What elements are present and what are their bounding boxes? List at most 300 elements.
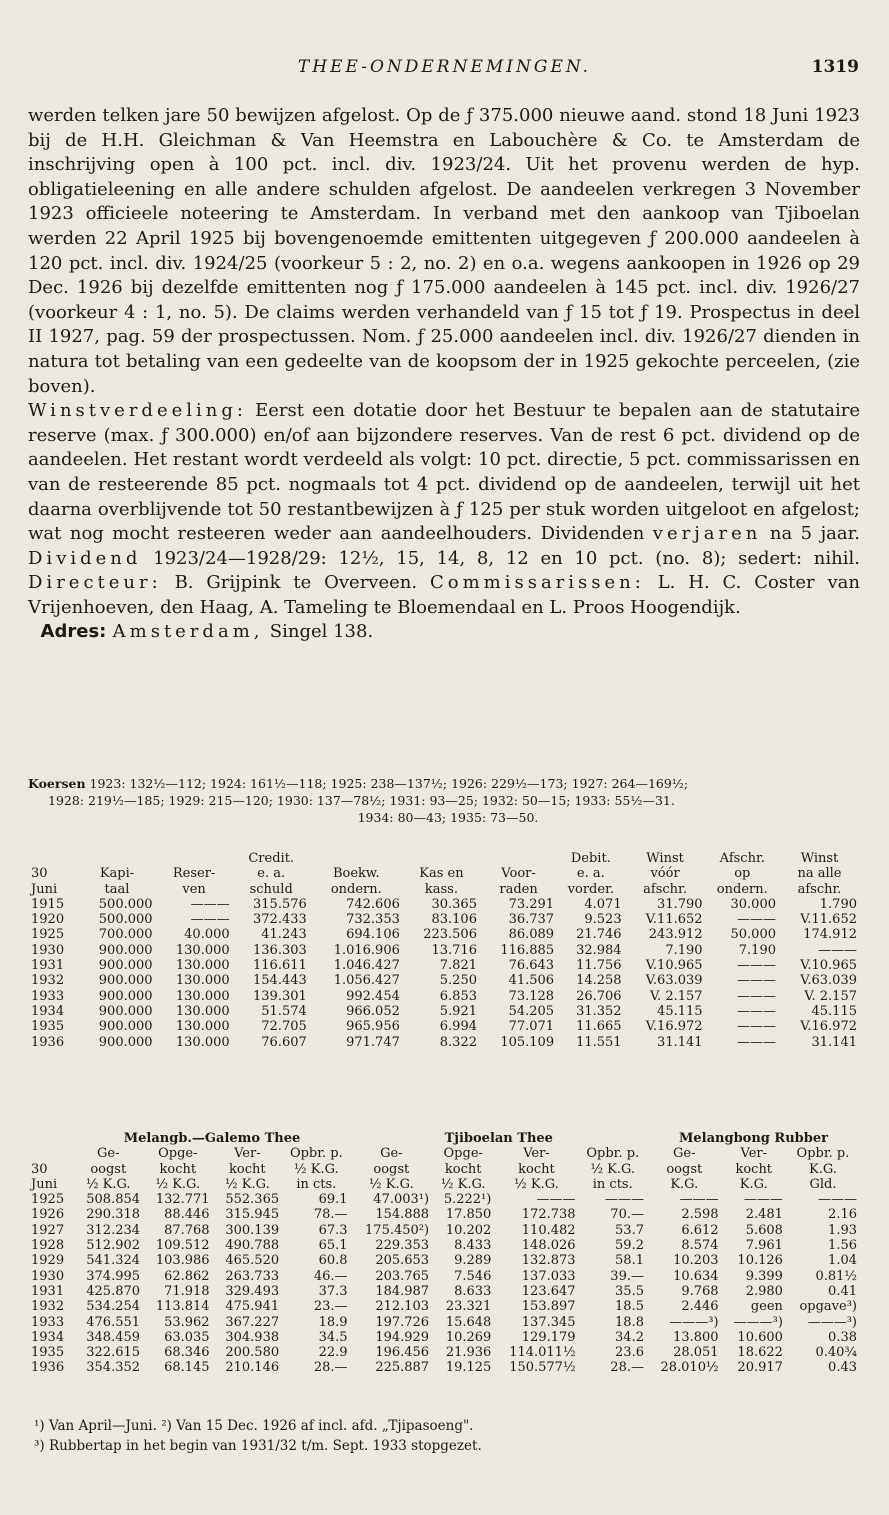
table-one-value-cell: ——— xyxy=(737,912,776,928)
table-two-value-cell: 88.446 xyxy=(164,1207,210,1223)
table-two-header-cell: ½ K.G. xyxy=(225,1176,270,1192)
table-one-value-cell: ——— xyxy=(737,1003,776,1019)
table-two-value-cell: 123.647 xyxy=(521,1283,576,1299)
table-one-value-cell: 31.790 xyxy=(657,896,703,912)
table-two-value-cell: 20.917 xyxy=(737,1360,783,1376)
table-two-value-cell: 53.962 xyxy=(164,1314,210,1330)
table-one-row xyxy=(28,927,860,942)
table-one-value-cell: 77.071 xyxy=(508,1019,555,1035)
table-one-value-cell: 83.106 xyxy=(431,912,477,928)
table-one-value-cell: 900.000 xyxy=(98,942,153,958)
table-two-header-cell: ½ K.G. xyxy=(369,1176,414,1192)
balance-table-header xyxy=(28,851,860,897)
table-one-header-cell: Boekw. xyxy=(332,866,380,882)
table-two-value-cell: 2.481 xyxy=(745,1207,783,1223)
group-tjiboelan: Tjiboelan Thee xyxy=(444,1131,553,1146)
table-two-header-cell: Ge- xyxy=(97,1146,120,1162)
table-two-header-cell: Gld. xyxy=(809,1176,837,1192)
table-one-header-cell: Kas en xyxy=(419,866,464,882)
table-two-value-cell: 7.961 xyxy=(745,1238,783,1254)
table-two-value-cell: 63.035 xyxy=(164,1329,210,1345)
table-one-value-cell: 31.141 xyxy=(657,1034,703,1050)
table-one-header-cell: Juni xyxy=(31,881,58,897)
table-two-header-cell: Opbr. p. xyxy=(289,1146,343,1162)
table-two-value-cell: 148.026 xyxy=(521,1238,576,1254)
table-two-header-cell: kocht xyxy=(444,1161,482,1177)
production-group-row xyxy=(28,1131,860,1146)
table-two-value-cell: 329.493 xyxy=(225,1283,280,1299)
table-two-value-cell: 58.1 xyxy=(615,1253,644,1269)
table-one-value-cell: 31.141 xyxy=(811,1034,857,1050)
table-one-value-cell: 11.551 xyxy=(576,1034,622,1050)
table-one-value-cell: ——— xyxy=(737,1034,776,1050)
table-two-row xyxy=(28,1269,860,1284)
table-one-header-cell: schuld xyxy=(249,881,293,897)
table-one-value-cell: V.63.039 xyxy=(645,973,703,989)
table-one-value-cell: 26.706 xyxy=(576,988,622,1004)
table-one-year-cell: 1915 xyxy=(31,896,65,912)
table-two-value-cell: 114.011½ xyxy=(509,1345,576,1361)
table-one-value-cell: 1.056.427 xyxy=(333,973,400,989)
table-two-header-cell: Opge- xyxy=(158,1146,198,1162)
table-two-value-cell: 10.202 xyxy=(445,1222,492,1238)
table-one-value-cell: 36.737 xyxy=(508,912,555,928)
table-two-row xyxy=(28,1207,860,1222)
table-two-value-cell: 212.103 xyxy=(375,1299,430,1315)
table-two-value-cell: 18.8 xyxy=(615,1314,644,1330)
table-two-header-cell: Ge- xyxy=(673,1146,696,1162)
table-two-value-cell: 59.2 xyxy=(615,1238,644,1254)
table-two-value-cell: 8.633 xyxy=(454,1283,492,1299)
table-two-value-cell: 53.7 xyxy=(615,1222,644,1238)
table-two-value-cell: 197.726 xyxy=(375,1314,430,1330)
table-two-value-cell: 1.56 xyxy=(828,1238,857,1254)
table-two-value-cell: 70.— xyxy=(610,1207,644,1223)
table-one-row xyxy=(28,1035,860,1050)
table-two-year-cell: 1934 xyxy=(31,1329,65,1345)
table-two-value-cell: 465.520 xyxy=(225,1253,280,1269)
table-one-row xyxy=(28,989,860,1004)
table-two-header-cell: ½ K.G. xyxy=(155,1176,201,1192)
table-one-value-cell: ——— xyxy=(737,958,776,974)
table-one-value-cell: 900.000 xyxy=(98,1019,153,1035)
table-two-value-cell: 10.634 xyxy=(673,1268,719,1284)
table-one-row xyxy=(28,943,860,958)
table-one-value-cell: V.16.972 xyxy=(800,1019,857,1035)
table-one-value-cell: V.11.652 xyxy=(800,912,857,928)
table-two-value-cell: 23.— xyxy=(313,1299,348,1315)
table-two-value-cell: 312.234 xyxy=(86,1222,141,1238)
winstverdeeling-label: Winstverdeeling: xyxy=(28,400,247,422)
table-two-header-row xyxy=(28,1162,860,1177)
table-one-header-cell: Kapi- xyxy=(99,866,135,882)
balance-table xyxy=(28,851,860,1050)
table-one-header-cell: raden xyxy=(499,881,538,897)
table-two-value-cell: 552.365 xyxy=(225,1192,280,1208)
table-one-value-cell: 130.000 xyxy=(175,988,230,1004)
table-one-value-cell: 86.089 xyxy=(508,927,555,943)
table-two-header-cell: Opbr. p. xyxy=(796,1146,850,1162)
table-two-header-row xyxy=(28,1146,860,1161)
table-two-header-cell: Juni xyxy=(31,1176,58,1192)
table-one-header-cell: Voor- xyxy=(501,866,536,882)
table-two-row xyxy=(28,1253,860,1268)
table-one-value-cell: ——— xyxy=(737,988,776,1004)
table-two-value-cell: 18.622 xyxy=(737,1345,783,1361)
table-two-value-cell: 490.788 xyxy=(225,1238,280,1254)
table-one-value-cell: 31.352 xyxy=(576,1003,622,1019)
table-two-value-cell: 47.003¹) xyxy=(373,1192,430,1208)
table-one-value-cell: 136.303 xyxy=(253,942,307,958)
table-one-value-cell: 130.000 xyxy=(175,1019,230,1035)
table-one-value-cell: 76.643 xyxy=(508,958,555,974)
table-two-value-cell: 22.9 xyxy=(318,1345,348,1361)
table-two-row xyxy=(28,1299,860,1314)
table-one-value-cell: 14.258 xyxy=(576,973,622,989)
running-title: THEE-ONDERNEMINGEN. xyxy=(297,57,592,77)
table-two-value-cell: 0.40¾ xyxy=(815,1345,857,1361)
table-one-header-cell: Reser- xyxy=(172,866,216,882)
table-two-value-cell: 0.41 xyxy=(828,1283,857,1299)
table-two-value-cell: 315.945 xyxy=(225,1207,280,1223)
table-two-year-cell: 1926 xyxy=(31,1207,65,1223)
table-one-header-cell: op xyxy=(734,866,751,882)
table-two-row xyxy=(28,1192,860,1207)
table-one-header-cell: kass. xyxy=(424,881,458,897)
table-two-value-cell: 68.145 xyxy=(164,1360,210,1376)
address-street: Singel 138. xyxy=(269,621,374,643)
table-one-value-cell: 1.790 xyxy=(819,896,857,912)
table-one-value-cell: 41.243 xyxy=(261,927,307,943)
table-one-row xyxy=(28,958,860,973)
table-two-value-cell: 6.612 xyxy=(681,1222,719,1238)
table-two-value-cell: 18.9 xyxy=(318,1314,348,1330)
table-one-value-cell: 965.956 xyxy=(346,1019,400,1035)
table-one-year-cell: 1935 xyxy=(31,1019,65,1035)
table-one-value-cell: 966.052 xyxy=(346,1003,400,1019)
table-one-value-cell: 30.365 xyxy=(431,896,477,912)
table-one-row xyxy=(28,912,860,927)
table-two-value-cell: 2.16 xyxy=(828,1207,857,1223)
table-two-value-cell: 374.995 xyxy=(86,1268,141,1284)
footnotes xyxy=(34,1416,864,1456)
table-two-year-cell: 1933 xyxy=(31,1314,65,1330)
table-two-value-cell: 10.600 xyxy=(737,1329,783,1345)
table-two-value-cell: 28.051 xyxy=(673,1345,719,1361)
table-two-header-cell: kocht xyxy=(735,1161,773,1177)
table-two-value-cell: ———³) xyxy=(807,1314,857,1330)
table-two-header-cell: ½ K.G. xyxy=(85,1176,131,1192)
table-two-value-cell: ——— xyxy=(536,1192,576,1208)
table-two-value-cell: 113.814 xyxy=(155,1299,210,1315)
table-two-value-cell: 475.941 xyxy=(225,1299,280,1315)
table-one-header-cell: afschr. xyxy=(797,881,842,897)
table-two-value-cell: 35.5 xyxy=(615,1283,644,1299)
table-two-value-cell: ———³) xyxy=(669,1314,719,1330)
table-two-value-cell: 34.2 xyxy=(615,1329,644,1345)
table-two-header-cell: oogst xyxy=(90,1161,127,1177)
table-two-value-cell: 0.38 xyxy=(828,1329,857,1345)
page-header xyxy=(0,55,889,81)
table-two-header-cell: K.G. xyxy=(739,1176,768,1192)
table-two-value-cell: 23.6 xyxy=(615,1345,644,1361)
table-one-row xyxy=(28,897,860,912)
table-two-value-cell: 46.— xyxy=(313,1268,348,1284)
table-two-value-cell: 103.986 xyxy=(155,1253,210,1269)
table-two-value-cell: 290.318 xyxy=(86,1207,141,1223)
table-two-header-cell: Opbr. p. xyxy=(586,1146,640,1162)
table-two-value-cell: 2.598 xyxy=(681,1207,719,1223)
koersen-values-1: 1923: 132½—112; 1924: 161½—118; 1925: 238—137½; 1926: 229½—173; 1927: 264—169½; xyxy=(89,776,689,791)
table-one-header-cell: ondern. xyxy=(716,881,768,897)
table-two-value-cell: 71.918 xyxy=(164,1283,210,1299)
table-two-header-cell: ½ K.G. xyxy=(294,1161,339,1177)
verjaren-text: na 5 jaar. xyxy=(769,523,860,545)
table-one-value-cell: ——— xyxy=(190,896,230,912)
table-two-value-cell: 87.768 xyxy=(164,1222,210,1238)
history-paragraph: werden telken jare 50 bewijzen afgelost. Op de ƒ 375.000 nieuwe aand. stond 18 Juni 1923 bij de H.H. Gleichman & Van Heemstra en Labouchère & Co. te Amsterdam de inschrijving open à 100 pct. incl. div. 1923/24. Uit het provenu werden de hyp. obligatieleening en alle andere schulden afgelost. De aandeelen verkregen 3 November 1923 officieele noteering te Amsterdam. In verband met den aankoop van Tjiboelan werden 22 April 1925 bij bovengenoemde emittenten uitgegeven ƒ 200.000 aandeelen à 120 pct. incl. div. 1924/25 (voorkeur 5 : 2, no. 2) en o.a. wegens aankoopen in 1926 op 29 Dec. 1926 bij dezelfde emittenten nog ƒ 175.000 aandeelen à 145 pct. incl. div. 1926/27 (voorkeur 4 : 1, no. 5). De claims werden verhandeld van ƒ 15 tot ƒ 19. Prospectus in deel II 1927, pag. 59 der prospectussen. Nom. ƒ 25.000 aandeelen incl. div. 1926/27 dienden in natura tot betaling van een gedeelte van de koopsom der in 1925 gekochte perceelen, (zie boven). xyxy=(28,105,860,397)
table-one-value-cell: V.10.965 xyxy=(800,958,857,974)
table-two-value-cell: opgave³) xyxy=(799,1299,857,1315)
table-two-header-cell: in cts. xyxy=(592,1176,633,1192)
table-one-value-cell: 73.291 xyxy=(508,896,555,912)
table-one-value-cell: 21.746 xyxy=(576,927,622,943)
table-two-value-cell: 15.648 xyxy=(445,1314,492,1330)
table-one-value-cell: 174.912 xyxy=(803,927,857,943)
table-one-year-cell: 1920 xyxy=(31,912,65,928)
table-two-year-cell: 1931 xyxy=(31,1283,65,1299)
table-two-value-cell: 476.551 xyxy=(86,1314,141,1330)
group-melangb-galemo: Melangb.—Galemo Thee xyxy=(123,1131,301,1146)
table-one-year-cell: 1931 xyxy=(31,958,65,974)
table-two-header-cell: K.G. xyxy=(670,1176,699,1192)
table-one-value-cell: 130.000 xyxy=(175,1034,230,1050)
table-one-value-cell: 41.506 xyxy=(508,973,555,989)
table-two-value-cell: 137.345 xyxy=(521,1314,576,1330)
table-one-header-cell: taal xyxy=(104,881,130,897)
table-two-value-cell: 1.04 xyxy=(828,1253,857,1269)
address-city: Amsterdam, xyxy=(112,621,264,643)
table-two-value-cell: ——— xyxy=(604,1192,644,1208)
table-two-year-cell: 1935 xyxy=(31,1345,65,1361)
table-two-value-cell: 5.222¹) xyxy=(443,1192,492,1208)
table-one-value-cell: V.16.972 xyxy=(645,1019,703,1035)
table-one-year-cell: 1933 xyxy=(31,988,65,1004)
table-two-value-cell: 172.738 xyxy=(521,1207,576,1223)
table-two-value-cell: 2.980 xyxy=(745,1283,783,1299)
address-label: Adres: xyxy=(40,621,107,643)
table-two-value-cell: 0.43 xyxy=(828,1360,857,1376)
table-one-value-cell: V.11.652 xyxy=(645,912,703,928)
table-one-value-cell: 700.000 xyxy=(98,927,153,943)
table-one-value-cell: 694.106 xyxy=(346,927,400,943)
table-one-header-cell: vorder. xyxy=(567,881,614,897)
table-two-header-cell: 30 xyxy=(31,1161,48,1177)
table-two-value-cell: 154.888 xyxy=(375,1207,430,1223)
table-two-value-cell: 512.902 xyxy=(86,1238,141,1254)
table-two-value-cell: 304.938 xyxy=(225,1329,280,1345)
table-two-value-cell: 137.033 xyxy=(521,1268,576,1284)
table-one-value-cell: 6.853 xyxy=(439,988,477,1004)
table-two-row xyxy=(28,1360,860,1375)
table-two-value-cell: 68.346 xyxy=(164,1345,210,1361)
verjaren-label: verjaren xyxy=(652,523,762,545)
table-two-value-cell: 34.5 xyxy=(318,1329,348,1345)
table-two-value-cell: 7.546 xyxy=(454,1268,492,1284)
table-one-value-cell: 243.912 xyxy=(648,927,703,943)
table-two-value-cell: 67.3 xyxy=(318,1222,348,1238)
table-one-value-cell: 971.747 xyxy=(346,1034,400,1050)
table-two-value-cell: 200.580 xyxy=(225,1345,280,1361)
table-one-header-cell: e. a. xyxy=(257,866,286,882)
table-two-value-cell: 300.139 xyxy=(225,1222,280,1238)
table-two-value-cell: 129.179 xyxy=(521,1329,576,1345)
table-one-value-cell: 45.115 xyxy=(657,1003,703,1019)
table-one-value-cell: 30.000 xyxy=(730,896,776,912)
table-two-value-cell: 109.512 xyxy=(155,1238,210,1254)
table-one-value-cell: 1.046.427 xyxy=(333,958,400,974)
table-one-header-row xyxy=(28,851,860,866)
table-two-year-cell: 1936 xyxy=(31,1360,65,1376)
koersen-line-2: 1928: 219½—185; 1929: 215—120; 1930: 137—78½; 1931: 93—25; 1932: 50—15; 1933: 55½—31. xyxy=(48,793,675,808)
table-two-row xyxy=(28,1284,860,1299)
table-two-value-cell: 1.93 xyxy=(828,1222,857,1238)
table-two-value-cell: 28.— xyxy=(313,1360,348,1376)
commissarissen-label: Commissarissen: xyxy=(429,572,645,594)
table-one-header-row xyxy=(28,882,860,897)
table-one-header-cell: vóór xyxy=(650,866,680,882)
table-one-header-cell: ven xyxy=(182,881,206,897)
dividend-label: Dividend xyxy=(28,547,142,569)
table-two-value-cell: 60.8 xyxy=(318,1253,348,1269)
table-two-year-cell: 1930 xyxy=(31,1268,65,1284)
address-line xyxy=(28,620,860,645)
table-one-value-cell: 742.606 xyxy=(346,896,400,912)
table-two-row xyxy=(28,1345,860,1360)
table-two-value-cell: ——— xyxy=(743,1192,783,1208)
table-two-value-cell: 175.450²) xyxy=(365,1222,430,1238)
table-one-header-cell: Winst xyxy=(800,851,839,866)
table-two-value-cell: 78.— xyxy=(313,1207,348,1223)
koersen-label: Koersen xyxy=(28,776,86,791)
table-two-header-cell: oogst xyxy=(666,1161,703,1177)
table-one-value-cell: V. 2.157 xyxy=(804,988,857,1004)
balance-table-body xyxy=(28,897,860,1050)
table-two-value-cell: 17.850 xyxy=(445,1207,492,1223)
table-two-value-cell: 194.929 xyxy=(375,1329,430,1345)
table-two-header-cell: ½ K.G. xyxy=(514,1176,559,1192)
production-table xyxy=(28,1131,860,1376)
table-one-value-cell: 732.353 xyxy=(346,912,400,928)
table-one-value-cell: 13.716 xyxy=(431,942,477,958)
table-one-value-cell: 130.000 xyxy=(175,1003,230,1019)
table-one-value-cell: 7.190 xyxy=(738,942,776,958)
winstverdeeling-paragraph xyxy=(28,399,860,620)
table-one-header-cell: Afschr. xyxy=(719,851,765,866)
table-one-value-cell: 73.128 xyxy=(508,988,555,1004)
table-two-value-cell: ———³) xyxy=(733,1314,783,1330)
table-two-value-cell: 225.887 xyxy=(375,1360,430,1376)
table-one-value-cell: 105.109 xyxy=(500,1034,555,1050)
table-two-year-cell: 1929 xyxy=(31,1253,65,1269)
table-one-value-cell: ——— xyxy=(818,942,857,958)
table-two-row xyxy=(28,1223,860,1238)
table-two-header-cell: ½ K.G. xyxy=(440,1176,486,1192)
table-one-value-cell: 40.000 xyxy=(184,927,230,943)
table-two-value-cell: 21.936 xyxy=(445,1345,492,1361)
directeur-label: Directeur: xyxy=(28,572,162,594)
table-two-value-cell: 541.324 xyxy=(86,1253,141,1269)
table-two-header-cell: Ver- xyxy=(523,1146,550,1162)
table-two-value-cell: 39.— xyxy=(610,1268,644,1284)
table-one-value-cell: 116.885 xyxy=(500,942,555,958)
table-two-value-cell: 18.5 xyxy=(615,1299,644,1315)
table-one-value-cell: 32.984 xyxy=(576,942,622,958)
winstverdeeling-text: Eerst een dotatie door het Bestuur te bepalen aan de statutaire reserve (max. ƒ 300.000) en/of aan bijzondere reserves. Van de rest 6 pct. dividend op de aandeelen. Het restant wordt verdeeld als volgt: 10 pct. directie, 5 pct. commissarissen en van de resteerende 85 pct. nogmaals tot 4 pct. dividend op de aandeelen, terwijl uit het daarna overblijvende tot 50 restantbewijzen à ƒ 125 per stuk worden uitgeloot en afgelost; wat nog mocht resteeren weder aan aandeelhouders. xyxy=(28,400,860,545)
table-two-value-cell: 354.352 xyxy=(86,1360,141,1376)
table-one-value-cell: 900.000 xyxy=(98,1034,153,1050)
table-one-value-cell: 992.454 xyxy=(346,988,400,1004)
table-two-value-cell: 13.800 xyxy=(673,1329,719,1345)
directeur-text: B. Grijpink te Overveen. xyxy=(174,572,418,594)
table-two-value-cell: 9.768 xyxy=(681,1283,719,1299)
table-two-value-cell: 37.3 xyxy=(318,1283,348,1299)
table-two-year-cell: 1932 xyxy=(31,1299,65,1315)
table-two-year-cell: 1928 xyxy=(31,1238,65,1254)
table-two-value-cell: 0.81½ xyxy=(815,1268,857,1284)
table-two-value-cell: 69.1 xyxy=(318,1192,348,1208)
table-two-header-cell xyxy=(28,1146,73,1161)
footnote-2: ³) Rubbertap in het begin van 1931/32 t/m. Sept. 1933 stopgezet. xyxy=(34,1438,482,1454)
table-one-value-cell: 6.994 xyxy=(439,1019,477,1035)
table-two-value-cell: 196.456 xyxy=(375,1345,430,1361)
production-table-body xyxy=(28,1192,860,1376)
koersen-line-1 xyxy=(28,775,868,792)
table-two-row xyxy=(28,1315,860,1330)
table-one-header-cell: Debit. xyxy=(570,851,611,866)
table-one-value-cell: ——— xyxy=(737,973,776,989)
table-one-value-cell: 154.443 xyxy=(253,973,307,989)
table-two-value-cell: 10.203 xyxy=(673,1253,719,1269)
table-one-value-cell: 50.000 xyxy=(730,927,776,943)
table-two-value-cell: 5.608 xyxy=(745,1222,783,1238)
table-one-header-cell xyxy=(403,851,480,866)
table-one-value-cell: 116.611 xyxy=(253,958,307,974)
table-one-value-cell: 500.000 xyxy=(98,896,153,912)
table-two-header-cell: Ver- xyxy=(740,1146,767,1162)
table-two-value-cell: 8.433 xyxy=(454,1238,492,1254)
table-one-value-cell: 9.523 xyxy=(584,912,622,928)
table-two-row xyxy=(28,1330,860,1345)
table-two-header-cell: Opge- xyxy=(443,1146,483,1162)
table-two-value-cell: 9.399 xyxy=(745,1268,783,1284)
table-one-value-cell: 372.433 xyxy=(253,912,307,928)
table-two-value-cell: 62.862 xyxy=(164,1268,210,1284)
table-two-value-cell: 9.289 xyxy=(454,1253,492,1269)
table-one-value-cell: 223.506 xyxy=(423,927,477,943)
table-two-value-cell: 132.771 xyxy=(155,1192,210,1208)
table-one-value-cell: V. 2.157 xyxy=(649,988,703,1004)
table-two-header-cell: kocht xyxy=(518,1161,555,1177)
table-one-header-cell: ondern. xyxy=(330,881,382,897)
table-two-value-cell: 425.870 xyxy=(86,1283,141,1299)
table-two-header-cell: kocht xyxy=(159,1161,197,1177)
table-one-value-cell: 76.607 xyxy=(261,1034,307,1050)
table-one-header-cell: Credit. xyxy=(248,851,295,866)
table-one-header-cell: na alle xyxy=(797,866,842,882)
table-two-value-cell: 508.854 xyxy=(86,1192,141,1208)
koersen-line-3: 1934: 80—43; 1935: 73—50. xyxy=(357,810,539,825)
